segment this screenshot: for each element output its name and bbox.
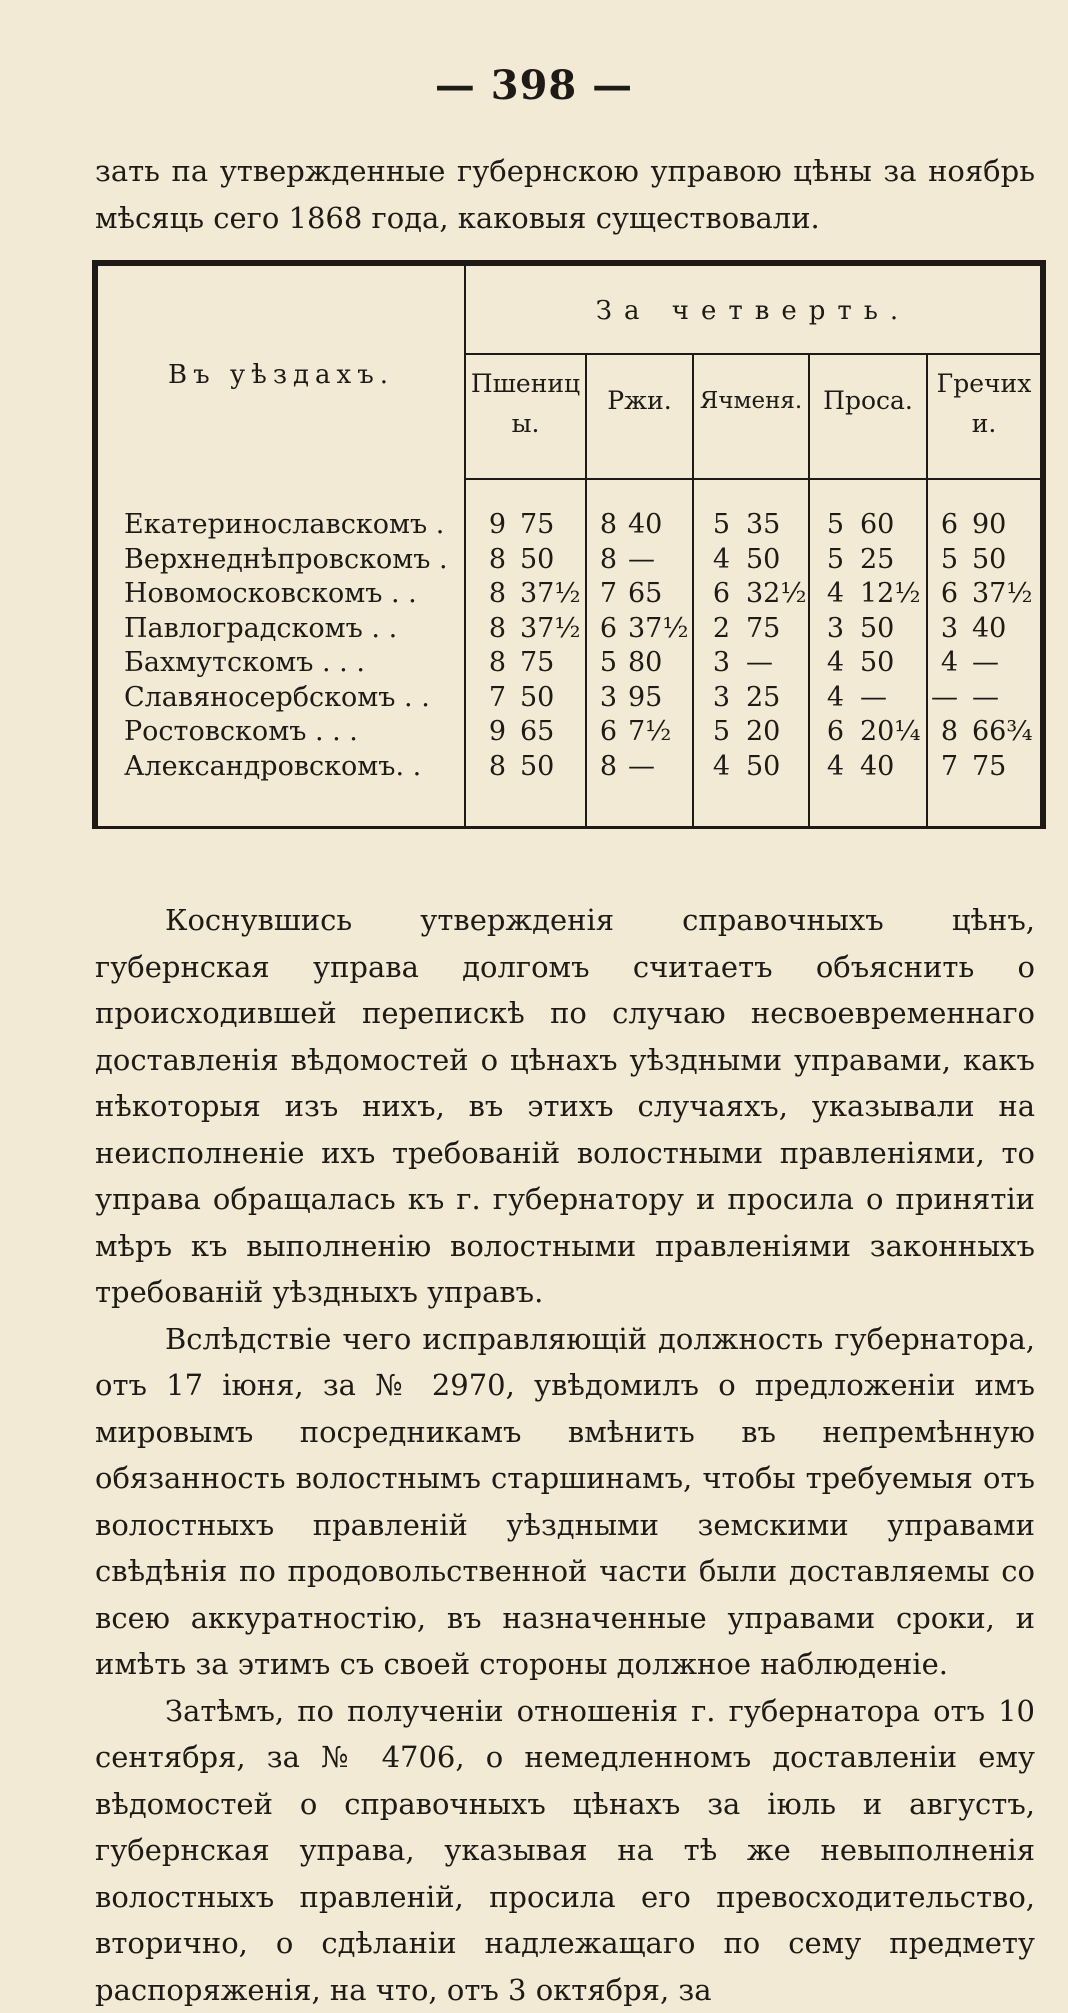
table-left-border xyxy=(92,266,98,826)
price-kopecks: 50 xyxy=(512,543,585,577)
price-rubles: 8 xyxy=(466,646,506,680)
price-rubles: 6 xyxy=(694,577,730,611)
district-name: Новомосковскомъ . . xyxy=(124,577,417,611)
price-rubles: 8 xyxy=(466,612,506,646)
col-header-millet: Проса. xyxy=(810,384,926,418)
price-kopecks: 75 xyxy=(512,508,585,542)
price-rubles: 7 xyxy=(587,577,617,611)
paragraph: Коснувшись утвержденія справочныхъ цѣнъ, губернская управа долгомъ считаетъ объяснить о происходившей перепискѣ по случаю несвоевременнаго доставленія вѣдомостей о цѣнахъ уѣздными управами, какъ нѣкоторыя изъ нихъ, въ этихъ случаяхъ, указывали на неисполненіе ихъ требованій волостными правленіями, то управа обращалась къ г. губернатору и просила о принятіи мѣръ къ выполненію волостными правленіями законныхъ требованій уѣздныхъ управъ. xyxy=(95,897,1035,1316)
price-rubles: 8 xyxy=(587,508,617,542)
price-kopecks: 20 xyxy=(738,715,808,749)
price-table xyxy=(92,260,1046,826)
table-bottom-rule xyxy=(92,826,1046,829)
price-kopecks: 40 xyxy=(620,508,692,542)
body-text xyxy=(95,897,1035,2013)
price-kopecks: 65 xyxy=(512,715,585,749)
price-rubles: 8 xyxy=(466,577,506,611)
price-kopecks: 75 xyxy=(964,750,1040,784)
col-header-rye: Ржи. xyxy=(587,384,692,418)
table-header-underline xyxy=(466,478,1040,480)
price-rubles: 3 xyxy=(694,646,730,680)
price-rubles: 3 xyxy=(694,681,730,715)
table-group-underline xyxy=(466,353,1040,355)
price-kopecks: 25 xyxy=(852,543,926,577)
paragraph: Вслѣдствіе чего исправляющій должность губернатора, отъ 17 іюня, за № 2970, увѣдомилъ о предложеніи имъ мировымъ посредникамъ вмѣнить въ непремѣнную обязанность волостнымъ старшинамъ, чтобы требуемыя отъ волостныхъ правленій уѣздными земскими управами свѣдѣнія по продовольственной части были доставляемы со всею аккуратностію, въ назначенные управами сроки, и имѣть за этимъ съ своей стороны должное наблюденіе. xyxy=(95,1316,1035,1688)
price-kopecks: 37½ xyxy=(620,612,692,646)
price-kopecks: 65 xyxy=(620,577,692,611)
price-kopecks: 37½ xyxy=(512,577,585,611)
price-rubles: 3 xyxy=(810,612,844,646)
price-rubles: 3 xyxy=(928,612,958,646)
price-rubles: 6 xyxy=(928,508,958,542)
price-kopecks: 95 xyxy=(620,681,692,715)
district-name: Славяносербскомъ . . xyxy=(124,681,430,715)
price-rubles: 4 xyxy=(694,543,730,577)
district-name: Бахмутскомъ . . . xyxy=(124,646,365,680)
district-name: Екатеринославскомъ . xyxy=(124,508,444,542)
price-kopecks: — xyxy=(852,681,926,715)
price-rubles: 4 xyxy=(810,646,844,680)
price-rubles: 7 xyxy=(466,681,506,715)
price-kopecks: 35 xyxy=(738,508,808,542)
page-number: — 398 — xyxy=(0,62,1068,109)
price-rubles: 4 xyxy=(810,681,844,715)
group-header: За четверть. xyxy=(466,294,1040,328)
price-rubles: 5 xyxy=(810,543,844,577)
price-kopecks: 20¼ xyxy=(852,715,926,749)
price-kopecks: 50 xyxy=(738,750,808,784)
price-kopecks: 25 xyxy=(738,681,808,715)
price-kopecks: — xyxy=(620,543,692,577)
price-kopecks: 12½ xyxy=(852,577,926,611)
price-kopecks: 7½ xyxy=(620,715,692,749)
price-kopecks: 50 xyxy=(964,543,1040,577)
price-kopecks: 32½ xyxy=(738,577,808,611)
col-header-wheat: Пшеницы. xyxy=(466,364,585,444)
price-rubles: 4 xyxy=(810,750,844,784)
price-kopecks: 50 xyxy=(512,750,585,784)
price-rubles: 4 xyxy=(810,577,844,611)
price-kopecks: — xyxy=(964,646,1040,680)
price-kopecks: 50 xyxy=(852,646,926,680)
price-rubles: 7 xyxy=(928,750,958,784)
price-rubles: 5 xyxy=(587,646,617,680)
price-rubles: 8 xyxy=(587,543,617,577)
price-kopecks: 75 xyxy=(512,646,585,680)
price-kopecks: 50 xyxy=(738,543,808,577)
price-rubles: 8 xyxy=(466,543,506,577)
price-rubles: 3 xyxy=(587,681,617,715)
price-rubles: 5 xyxy=(810,508,844,542)
price-kopecks: — xyxy=(964,681,1040,715)
price-kopecks: 80 xyxy=(620,646,692,680)
price-rubles: 9 xyxy=(466,508,506,542)
price-kopecks: 40 xyxy=(964,612,1040,646)
price-rubles: 6 xyxy=(587,715,617,749)
price-kopecks: 50 xyxy=(852,612,926,646)
table-right-border xyxy=(1040,266,1046,826)
price-rubles: 8 xyxy=(928,715,958,749)
price-rubles: 5 xyxy=(928,543,958,577)
table-top-rule xyxy=(92,260,1046,266)
price-rubles: 6 xyxy=(810,715,844,749)
col-header-buckwheat: Гречихи. xyxy=(928,364,1040,444)
intro-text: зать па утвержденные губернскою управою цѣны за ноябрь мѣсяць сего 1868 года, каковыя существовали. xyxy=(95,148,1035,242)
price-kopecks: 60 xyxy=(852,508,926,542)
row-header: Въ уѣздахъ. xyxy=(98,358,464,392)
price-rubles: 5 xyxy=(694,715,730,749)
price-rubles: 5 xyxy=(694,508,730,542)
district-name: Павлоградскомъ . . xyxy=(124,612,397,646)
price-rubles: 9 xyxy=(466,715,506,749)
price-kopecks: 37½ xyxy=(964,577,1040,611)
price-kopecks: 37½ xyxy=(512,612,585,646)
price-rubles: 8 xyxy=(587,750,617,784)
price-kopecks: 75 xyxy=(738,612,808,646)
price-kopecks: 66¾ xyxy=(964,715,1040,749)
price-rubles: — xyxy=(928,681,958,715)
col-header-barley: Ячменя. xyxy=(694,384,808,418)
price-kopecks: — xyxy=(620,750,692,784)
district-name: Верхнеднѣпровскомъ . xyxy=(124,543,448,577)
price-rubles: 6 xyxy=(587,612,617,646)
price-rubles: 2 xyxy=(694,612,730,646)
price-kopecks: 50 xyxy=(512,681,585,715)
district-name: Александровскомъ. . xyxy=(124,750,421,784)
price-rubles: 6 xyxy=(928,577,958,611)
price-kopecks: 40 xyxy=(852,750,926,784)
price-kopecks: 90 xyxy=(964,508,1040,542)
paragraph: Затѣмъ, по полученіи отношенія г. губернатора отъ 10 сентября, за № 4706, о немедленномъ доставленіи ему вѣдомостей о справочныхъ цѣнахъ за іюль и августъ, губернская управа, указывая на тѣ же невыполненія волостныхъ правленій, просила его превосходительство, вторично, о сдѣланіи надлежащаго по сему предмету распоряженія, на что, отъ 3 октября, за xyxy=(95,1688,1035,2013)
price-kopecks: — xyxy=(738,646,808,680)
price-rubles: 8 xyxy=(466,750,506,784)
price-rubles: 4 xyxy=(928,646,958,680)
district-name: Ростовскомъ . . . xyxy=(124,715,358,749)
price-rubles: 4 xyxy=(694,750,730,784)
